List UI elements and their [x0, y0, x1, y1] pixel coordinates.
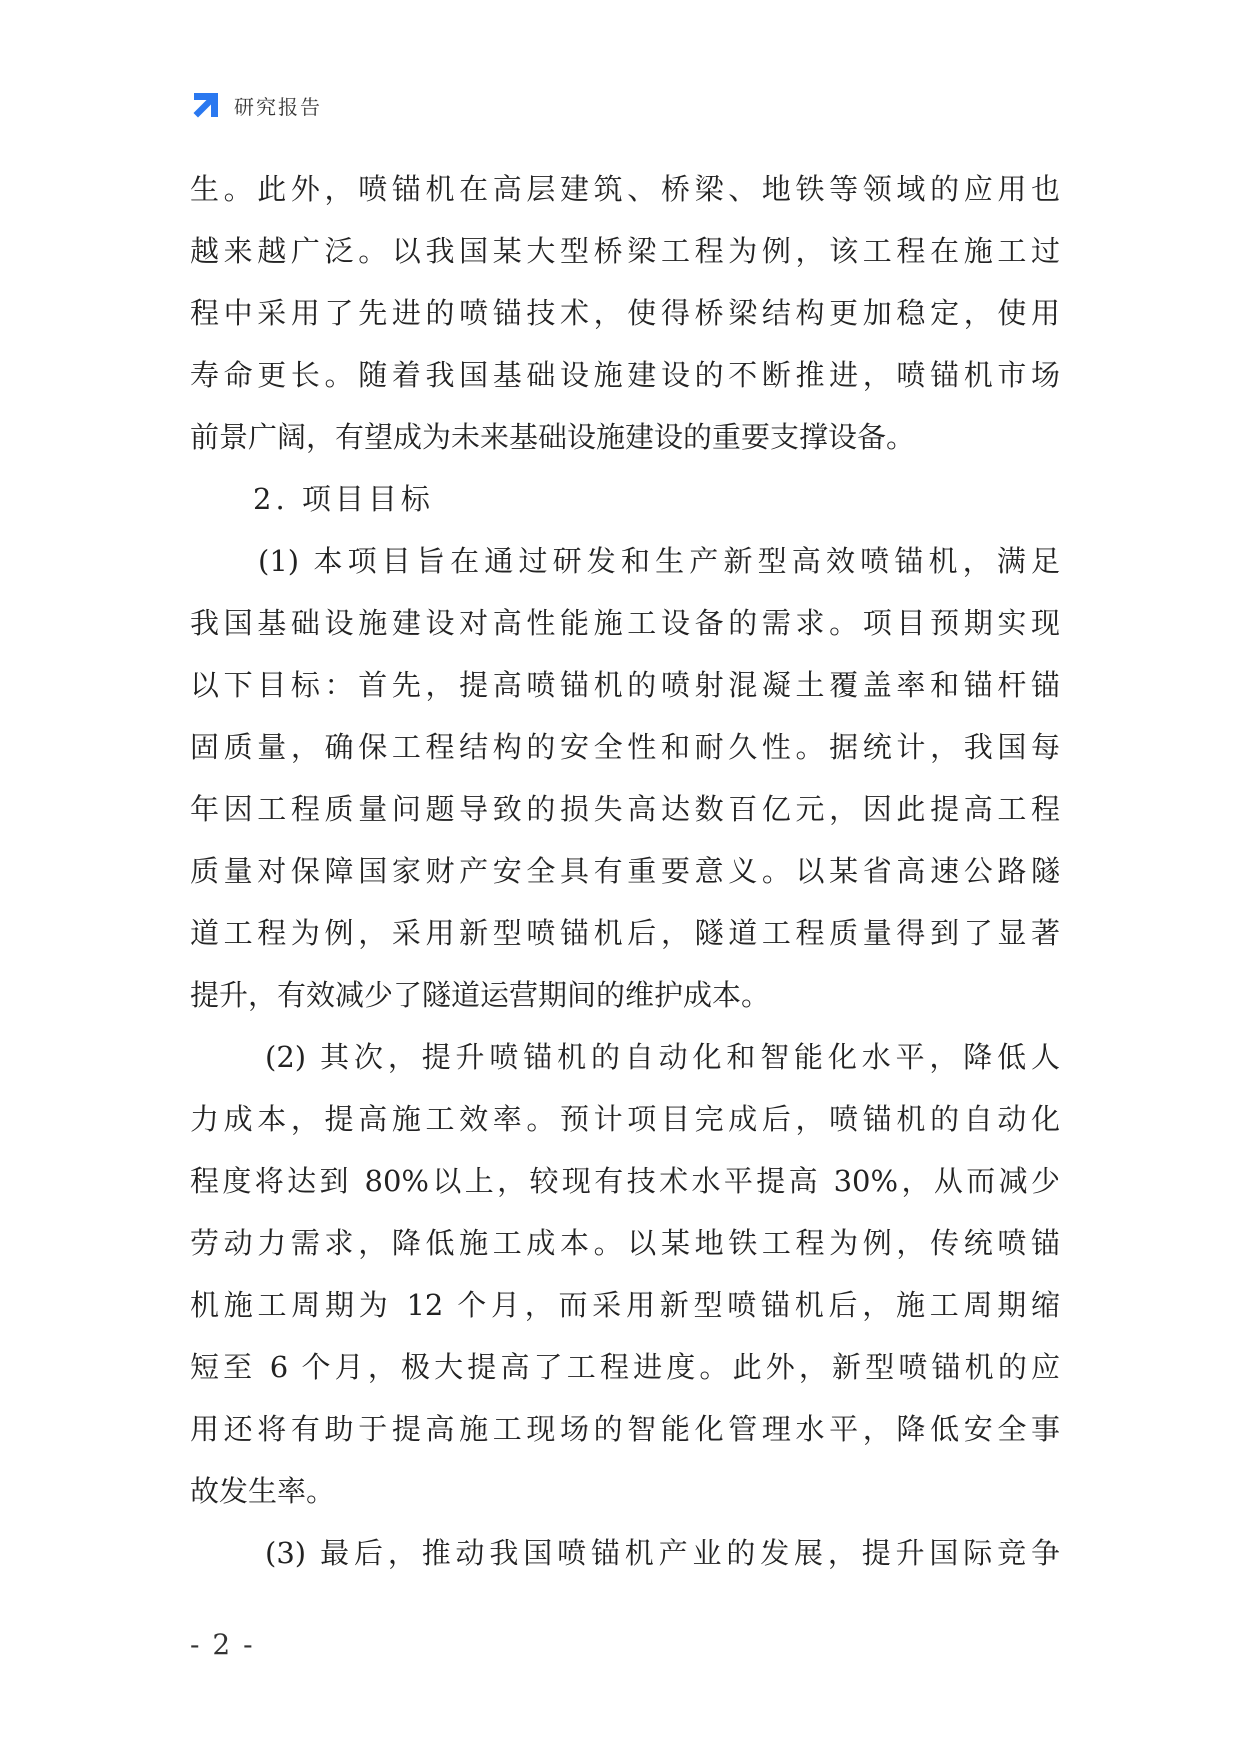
text-line: 力成本，提高施工效率。预计项目完成后，喷锚机的自动化	[190, 1102, 1060, 1136]
text-line: 固质量，确保工程结构的安全性和耐久性。据统计，我国每	[190, 730, 1060, 764]
paragraph-1	[190, 158, 1060, 468]
paragraph-3	[190, 1026, 1060, 1522]
document-body	[190, 158, 1060, 1584]
text-line: (2) 其次，提升喷锚机的自动化和智能化水平，降低人	[265, 1040, 1060, 1074]
text-line: 以下目标：首先，提高喷锚机的喷射混凝土覆盖率和锚杆锚	[190, 668, 1060, 702]
text-line: 寿命更长。随着我国基础设施建设的不断推进，喷锚机市场	[190, 358, 1060, 392]
report-header	[190, 88, 322, 122]
text-line: 年因工程质量问题导致的损失高达数百亿元，因此提高工程	[190, 792, 1060, 826]
paragraph-2	[190, 530, 1060, 1026]
text-line: 前景广阔，有望成为未来基础设施建设的重要支撑设备。	[190, 420, 916, 454]
text-line: 程度将达到 80%以上，较现有技术水平提高 30%，从而减少	[190, 1164, 1060, 1198]
text-line: 机施工周期为 12 个月，而采用新型喷锚机后，施工周期缩	[190, 1288, 1060, 1322]
text-line: 提升，有效减少了隧道运营期间的维护成本。	[190, 978, 771, 1012]
text-line: 质量对保障国家财产安全具有重要意义。以某省高速公路隧	[190, 854, 1060, 888]
text-line: 故发生率。	[190, 1474, 336, 1508]
header-title: 研究报告	[234, 94, 322, 119]
text-line: (3) 最后，推动我国喷锚机产业的发展，提升国际竞争	[265, 1536, 1060, 1570]
text-line: 劳动力需求，降低施工成本。以某地铁工程为例，传统喷锚	[190, 1226, 1060, 1260]
text-line: 短至 6 个月，极大提高了工程进度。此外，新型喷锚机的应	[190, 1350, 1060, 1384]
text-line: 道工程为例，采用新型喷锚机后，隧道工程质量得到了显著	[190, 916, 1060, 950]
text-line: 用还将有助于提高施工现场的智能化管理水平，降低安全事	[190, 1412, 1060, 1446]
text-line: 越来越广泛。以我国某大型桥梁工程为例，该工程在施工过	[190, 234, 1060, 268]
section-heading: 2. 项目目标	[253, 482, 434, 516]
text-line: 生。此外，喷锚机在高层建筑、桥梁、地铁等领域的应用也	[190, 172, 1060, 206]
arrow-up-right-icon	[190, 89, 222, 121]
text-line: 我国基础设施建设对高性能施工设备的需求。项目预期实现	[190, 606, 1060, 640]
text-line: (1) 本项目旨在通过研发和生产新型高效喷锚机，满足	[258, 544, 1060, 578]
paragraph-4	[190, 1522, 1060, 1584]
page-number: - 2 -	[190, 1628, 255, 1661]
text-line: 程中采用了先进的喷锚技术，使得桥梁结构更加稳定，使用	[190, 296, 1060, 330]
